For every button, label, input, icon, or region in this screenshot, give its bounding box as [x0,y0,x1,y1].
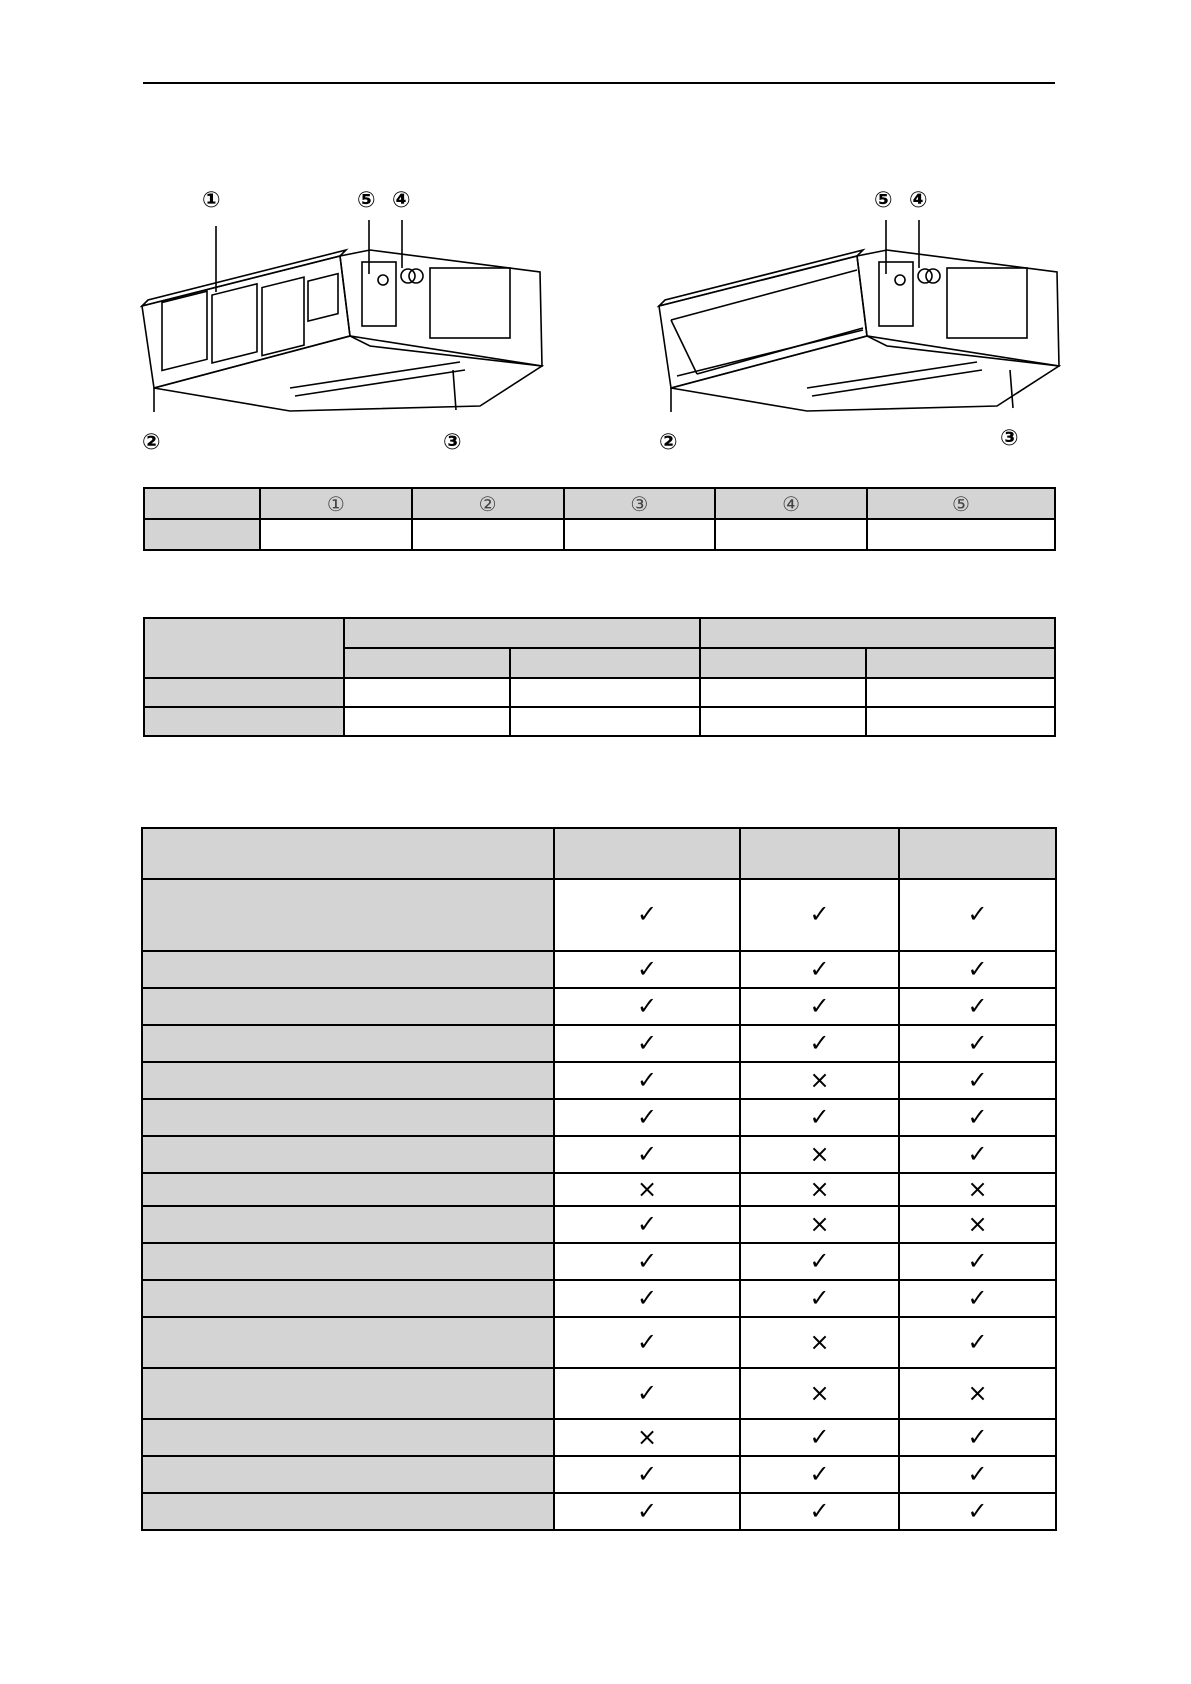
check-mark-icon: ✓ [636,1065,658,1094]
feature-mark-cell [899,879,1056,951]
feature-mark-cell [740,1025,899,1062]
spec-group-header [344,618,700,648]
check-mark-icon: ✓ [636,900,658,928]
feature-row-label [142,1368,554,1419]
check-mark-icon: ✓ [809,1102,830,1131]
check-mark-icon: ✓ [636,991,658,1020]
feature-mark-cell [554,951,740,988]
feature-row [142,1173,1056,1206]
check-mark-icon: ✓ [809,1283,830,1312]
feature-row [142,1368,1056,1419]
feature-mark-cell [554,1062,740,1099]
spec-cell [866,707,1055,736]
feature-row [142,1243,1056,1280]
check-mark-icon: ✓ [967,900,988,928]
check-mark-icon: ✓ [809,991,830,1020]
feature-mark-cell [740,879,899,951]
cross-mark-icon: × [809,1327,830,1356]
check-mark-icon: ✓ [809,1422,830,1451]
feature-mark-cell [899,1243,1056,1280]
check-mark-icon: ✓ [636,1246,658,1275]
feature-mark-cell [554,1173,740,1206]
feature-row-label [142,1173,554,1206]
feature-row-label [142,1280,554,1317]
spec-row-label [144,707,344,736]
feature-row-label [142,879,554,951]
feature-mark-cell [740,1280,899,1317]
check-mark-icon: ✓ [967,1028,988,1057]
check-mark-icon: ✓ [967,1102,988,1131]
feature-row [142,1062,1056,1099]
feature-mark-cell [899,1419,1056,1456]
callout-5: ⑤ [357,188,376,213]
cross-mark-icon: × [809,1378,830,1407]
feature-header-cell [142,828,554,879]
cross-mark-icon: × [967,1378,988,1407]
feature-mark-cell [554,1099,740,1136]
check-mark-icon: ✓ [809,900,830,928]
feature-row [142,1419,1056,1456]
check-mark-icon: ✓ [809,1246,830,1275]
spec-cell [344,678,510,707]
feature-mark-cell [554,1025,740,1062]
feature-header-cell [740,828,899,879]
cross-mark-icon: × [636,1422,658,1451]
feature-mark-cell [740,1368,899,1419]
check-mark-icon: ✓ [636,1327,658,1356]
feature-row-label [142,1099,554,1136]
check-mark-icon: ✓ [967,1459,988,1488]
cross-mark-icon: × [809,1139,830,1168]
feature-mark-cell [554,879,740,951]
feature-mark-cell [740,1099,899,1136]
feature-mark-cell [554,1136,740,1173]
spec-group-header [700,618,1055,648]
spec-cell [700,707,866,736]
check-mark-icon: ✓ [967,1496,988,1525]
check-mark-icon: ✓ [809,1028,830,1057]
callout-3: ③ [1000,426,1019,451]
feature-row [142,879,1056,951]
check-mark-icon: ✓ [967,1139,988,1168]
feature-mark-cell [554,1493,740,1530]
feature-header-cell [899,828,1056,879]
feature-mark-cell [899,1493,1056,1530]
check-mark-icon: ✓ [967,1065,988,1094]
feature-mark-cell [740,1456,899,1493]
check-mark-icon: ✓ [967,954,988,983]
feature-row [142,1493,1056,1530]
parts-header-cell: ① [260,488,412,519]
spec-row-label [144,678,344,707]
feature-row [142,1280,1056,1317]
feature-mark-cell [899,1317,1056,1368]
check-mark-icon: ✓ [967,1422,988,1451]
check-mark-icon: ✓ [967,1246,988,1275]
feature-row-label [142,1493,554,1530]
feature-mark-cell [554,1280,740,1317]
check-mark-icon: ✓ [967,991,988,1020]
feature-mark-cell [740,1206,899,1243]
feature-mark-cell [554,1243,740,1280]
spec-cell [510,678,700,707]
feature-mark-cell [740,1419,899,1456]
feature-row [142,1317,1056,1368]
check-mark-icon: ✓ [636,1378,658,1407]
feature-row [142,951,1056,988]
check-mark-icon: ✓ [967,1327,988,1356]
check-mark-icon: ✓ [636,1139,658,1168]
feature-header-cell [554,828,740,879]
callout-5: ⑤ [874,188,893,213]
callout-2: ② [142,430,161,455]
feature-table [141,827,1057,1531]
check-mark-icon: ✓ [636,1102,658,1131]
feature-row-label [142,1243,554,1280]
feature-mark-cell [899,1062,1056,1099]
parts-row-label [144,519,260,550]
feature-row [142,1206,1056,1243]
check-mark-icon: ✓ [809,954,830,983]
unit-drawing-left [140,196,580,476]
feature-mark-cell [899,1206,1056,1243]
spec-cell [700,678,866,707]
spec-cell [866,678,1055,707]
unit-drawing-right [657,196,1097,476]
feature-mark-cell [740,988,899,1025]
callout-2: ② [659,430,678,455]
feature-mark-cell [740,1493,899,1530]
feature-row-label [142,1136,554,1173]
feature-row-label [142,1206,554,1243]
parts-cell [715,519,867,550]
spec-cell [344,707,510,736]
spec-subheader [866,648,1055,678]
callout-3: ③ [443,430,462,455]
spec-row [144,678,1055,707]
cross-mark-icon: × [809,1065,830,1094]
feature-mark-cell [740,1243,899,1280]
callout-4: ④ [392,188,411,213]
unit-illustration-with-filter [140,188,580,476]
feature-mark-cell [554,1317,740,1368]
feature-row [142,1025,1056,1062]
feature-mark-cell [899,1368,1056,1419]
feature-row-label [142,951,554,988]
parts-cell [867,519,1055,550]
parts-header-cell: ② [412,488,564,519]
parts-header-cell: ③ [564,488,716,519]
cross-mark-icon: × [809,1209,830,1238]
check-mark-icon: ✓ [967,1283,988,1312]
feature-mark-cell [554,1419,740,1456]
header-rule [143,82,1055,84]
spec-row [144,707,1055,736]
check-mark-icon: ✓ [636,1496,658,1525]
feature-mark-cell [740,1062,899,1099]
feature-row-label [142,1456,554,1493]
check-mark-icon: ✓ [636,1028,658,1057]
spec-subheader [344,648,510,678]
parts-cell [564,519,716,550]
feature-mark-cell [740,1173,899,1206]
check-mark-icon: ✓ [636,1283,658,1312]
parts-header-cell: ④ [715,488,867,519]
check-mark-icon: ✓ [636,1459,658,1488]
spec-subheader [700,648,866,678]
parts-header-cell: ⑤ [867,488,1055,519]
feature-mark-cell [899,1173,1056,1206]
feature-row [142,988,1056,1025]
feature-row [142,1099,1056,1136]
feature-mark-cell [554,1456,740,1493]
feature-mark-cell [740,951,899,988]
cross-mark-icon: × [967,1209,988,1238]
spec-table [143,617,1056,737]
feature-mark-cell [554,988,740,1025]
feature-mark-cell [899,951,1056,988]
feature-mark-cell [740,1136,899,1173]
spec-cell [510,707,700,736]
check-mark-icon: ✓ [809,1496,830,1525]
feature-mark-cell [554,1206,740,1243]
feature-row [142,1136,1056,1173]
feature-mark-cell [899,988,1056,1025]
cross-mark-icon: × [809,1174,830,1203]
feature-mark-cell [899,1280,1056,1317]
spec-corner-cell [144,618,344,678]
parts-table [143,487,1056,551]
feature-header-row [142,828,1056,879]
parts-cell [412,519,564,550]
parts-name-row [144,519,1055,550]
feature-mark-cell [554,1368,740,1419]
callout-4: ④ [909,188,928,213]
feature-mark-cell [740,1317,899,1368]
feature-mark-cell [899,1136,1056,1173]
unit-illustration-without-filter [657,188,1097,476]
parts-header-row [144,488,1055,519]
check-mark-icon: ✓ [636,1209,658,1238]
callout-1: ① [202,188,221,213]
feature-row-label [142,1317,554,1368]
feature-mark-cell [899,1099,1056,1136]
spec-header-row [144,618,1055,648]
cross-mark-icon: × [636,1174,658,1203]
check-mark-icon: ✓ [636,954,658,983]
cross-mark-icon: × [967,1174,988,1203]
feature-mark-cell [899,1456,1056,1493]
feature-row-label [142,1062,554,1099]
feature-row-label [142,1419,554,1456]
spec-subheader [510,648,700,678]
feature-row-label [142,1025,554,1062]
parts-cell [260,519,412,550]
feature-row-label [142,988,554,1025]
feature-row [142,1456,1056,1493]
feature-mark-cell [899,1025,1056,1062]
parts-header-cell [144,488,260,519]
check-mark-icon: ✓ [809,1459,830,1488]
